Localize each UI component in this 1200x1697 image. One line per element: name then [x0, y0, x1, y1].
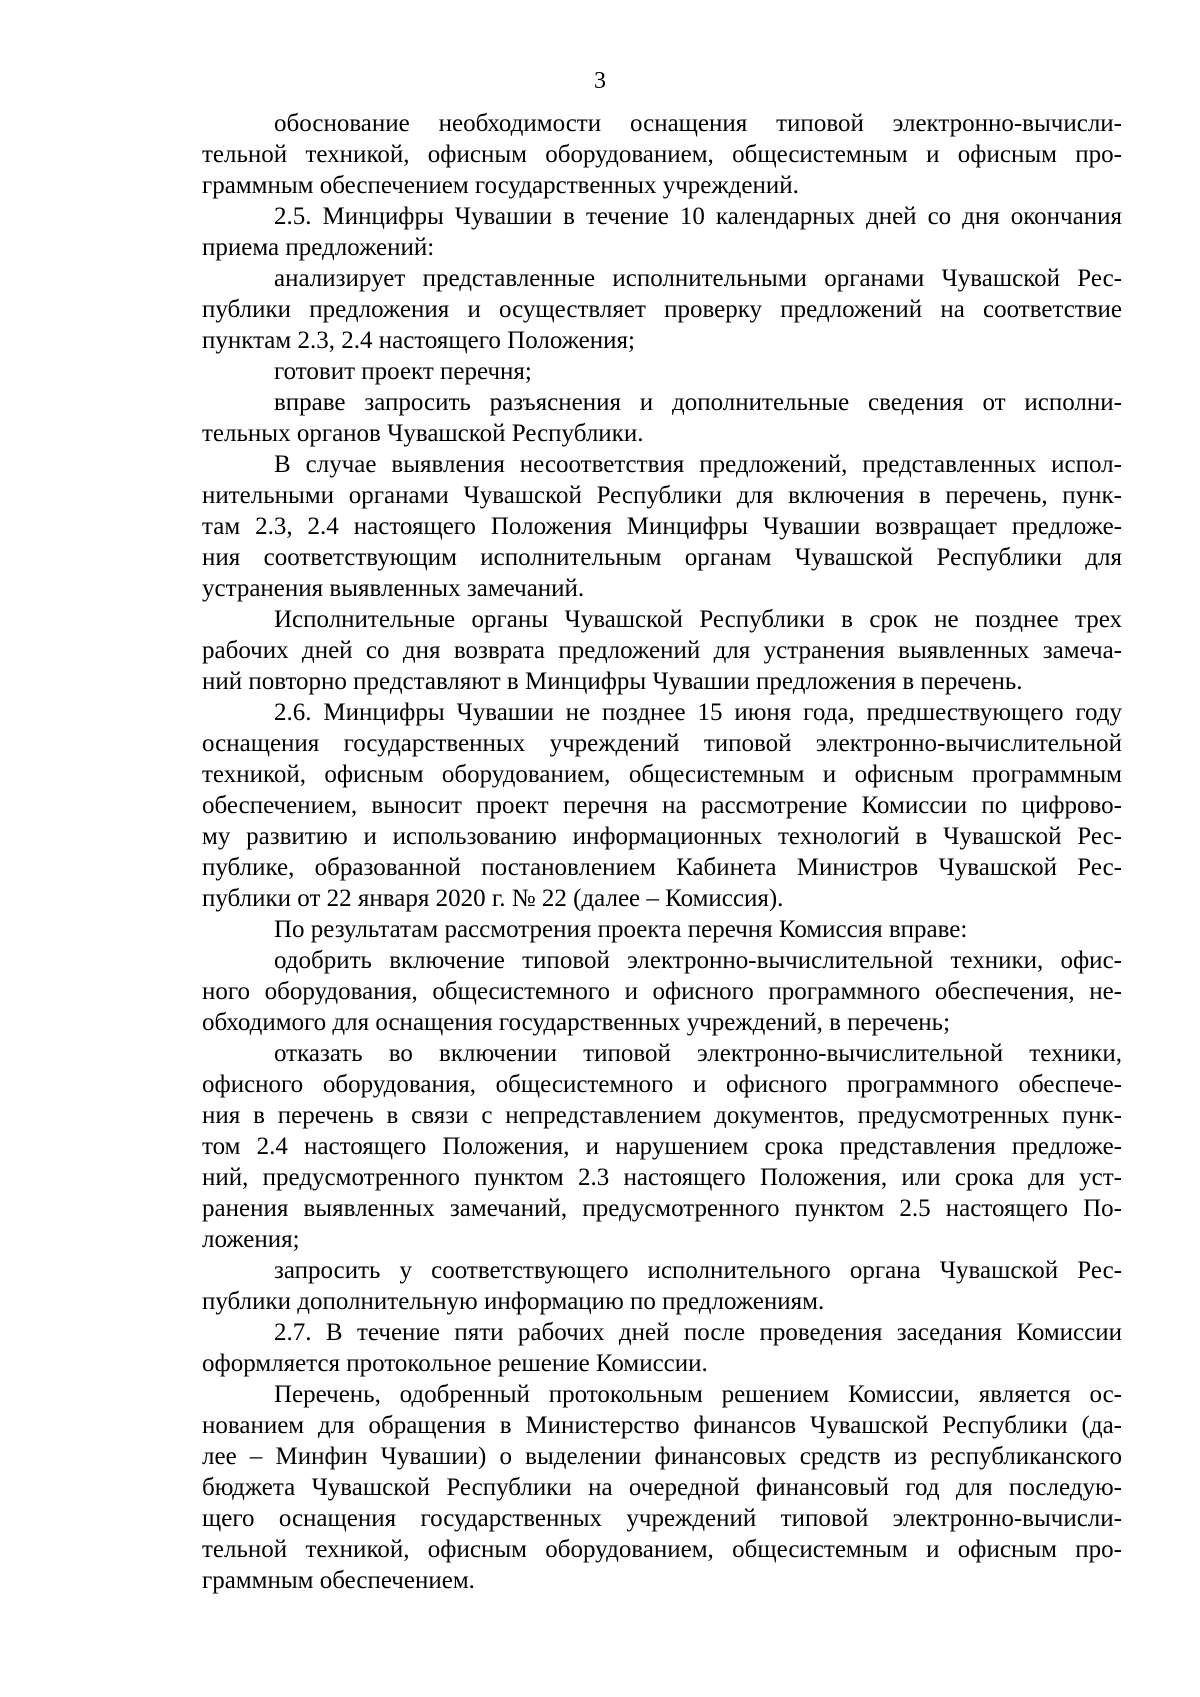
text-line: граммным обеспечением.: [202, 1567, 475, 1594]
paragraph: [202, 1379, 1122, 1596]
paragraph: [202, 356, 1122, 387]
document-body: [202, 108, 1122, 1596]
text-line: ния в перечень в связи с непредставлением документов, предусмотренных пунк-: [202, 1102, 1122, 1129]
text-line: офисного оборудования, общесистемного и офисного программного обеспече-: [202, 1071, 1122, 1098]
text-line: Исполнительные органы Чувашской Республики в срок не позднее трех: [274, 606, 1122, 633]
text-line: нованием для обращения в Министерство финансов Чувашской Республики (да-: [202, 1412, 1122, 1439]
text-line: оформляется протокольное решение Комиссии.: [202, 1350, 708, 1377]
text-line: 2.6. Минцифры Чувашии не позднее 15 июня года, предшествующего году: [274, 699, 1122, 726]
text-line: му развитию и использованию информационных технологий в Чувашской Рес-: [202, 823, 1122, 850]
text-line: там 2.3, 2.4 настоящего Положения Минцифры Чувашии возвращает предложе-: [202, 513, 1122, 540]
text-line: ранения выявленных замечаний, предусмотренного пунктом 2.5 настоящего По-: [202, 1195, 1122, 1222]
paragraph: [202, 914, 1122, 945]
text-line: отказать во включении типовой электронно-вычислительной техники,: [274, 1040, 1122, 1067]
text-line: Перечень, одобренный протокольным решением Комиссии, является ос-: [274, 1381, 1122, 1408]
text-line: вправе запросить разъяснения и дополнительные сведения от исполни-: [274, 389, 1122, 416]
text-line: щего оснащения государственных учреждений типовой электронно-вычисли-: [202, 1505, 1122, 1532]
text-line: оснащения государственных учреждений типовой электронно-вычислительной: [202, 730, 1122, 757]
text-line: По результатам рассмотрения проекта перечня Комиссия вправе:: [274, 916, 968, 943]
text-line: граммным обеспечением государственных учреждений.: [202, 172, 799, 199]
paragraph: [202, 263, 1122, 356]
text-line: ния соответствующим исполнительным органам Чувашской Республики для: [202, 544, 1122, 571]
text-line: 2.7. В течение пяти рабочих дней после проведения заседания Комиссии: [274, 1319, 1122, 1346]
text-line: готовит проект перечня;: [274, 358, 532, 385]
text-line: публике, образованной постановлением Кабинета Министров Чувашской Рес-: [202, 854, 1122, 881]
text-line: обоснование необходимости оснащения типовой электронно-вычисли-: [274, 110, 1122, 137]
text-line: техникой, офисным оборудованием, общесистемным и офисным программным: [202, 761, 1122, 788]
text-line: ний, предусмотренного пунктом 2.3 настоящего Положения, или срока для уст-: [202, 1164, 1122, 1191]
text-line: запросить у соответствующего исполнительного органа Чувашской Рес-: [274, 1257, 1122, 1284]
text-line: 2.5. Минцифры Чувашии в течение 10 календарных дней со дня окончания: [274, 203, 1122, 230]
paragraph: [202, 1255, 1122, 1317]
text-line: нительными органами Чувашской Республики для включения в перечень, пунк-: [202, 482, 1122, 509]
text-line: приема предложений:: [202, 234, 435, 261]
paragraph: [202, 201, 1122, 263]
paragraph: [202, 604, 1122, 697]
paragraph: [202, 945, 1122, 1038]
text-line: пунктам 2.3, 2.4 настоящего Положения;: [202, 327, 635, 354]
paragraph: [202, 449, 1122, 604]
paragraph: [202, 108, 1122, 201]
paragraph: [202, 1317, 1122, 1379]
paragraph: [202, 387, 1122, 449]
paragraph: [202, 697, 1122, 914]
text-line: публики предложения и осуществляет проверку предложений на соответствие: [202, 296, 1122, 323]
text-line: тельной техникой, офисным оборудованием, общесистемным и офисным про-: [202, 141, 1122, 168]
page-number: 3: [594, 68, 606, 94]
paragraph: [202, 1038, 1122, 1255]
text-line: тельной техникой, офисным оборудованием, общесистемным и офисным про-: [202, 1536, 1122, 1563]
text-line: В случае выявления несоответствия предложений, представленных испол-: [274, 451, 1122, 478]
text-line: рабочих дней со дня возврата предложений для устранения выявленных замеча-: [202, 637, 1122, 664]
text-line: том 2.4 настоящего Положения, и нарушением срока представления предложе-: [202, 1133, 1122, 1160]
text-line: устранения выявленных замечаний.: [202, 575, 585, 602]
text-line: тельных органов Чувашской Республики.: [202, 420, 644, 447]
text-line: обходимого для оснащения государственных учреждений, в перечень;: [202, 1009, 951, 1036]
text-line: анализирует представленные исполнительными органами Чувашской Рес-: [274, 265, 1122, 292]
text-line: лее – Минфин Чувашии) о выделении финансовых средств из республиканского: [202, 1443, 1122, 1470]
text-line: ний повторно представляют в Минцифры Чувашии предложения в перечень.: [202, 668, 1023, 695]
text-line: публики от 22 января 2020 г. № 22 (далее – Комиссия).: [202, 885, 784, 912]
text-line: бюджета Чувашской Республики на очередной финансовый год для последую-: [202, 1474, 1122, 1501]
text-line: одобрить включение типовой электронно-вычислительной техники, офис-: [274, 947, 1122, 974]
text-line: обеспечением, выносит проект перечня на рассмотрение Комиссии по цифрово-: [202, 792, 1122, 819]
text-line: ного оборудования, общесистемного и офисного программного обеспечения, не-: [202, 978, 1122, 1005]
text-line: ложения;: [202, 1226, 300, 1253]
text-line: публики дополнительную информацию по предложениям.: [202, 1288, 825, 1315]
